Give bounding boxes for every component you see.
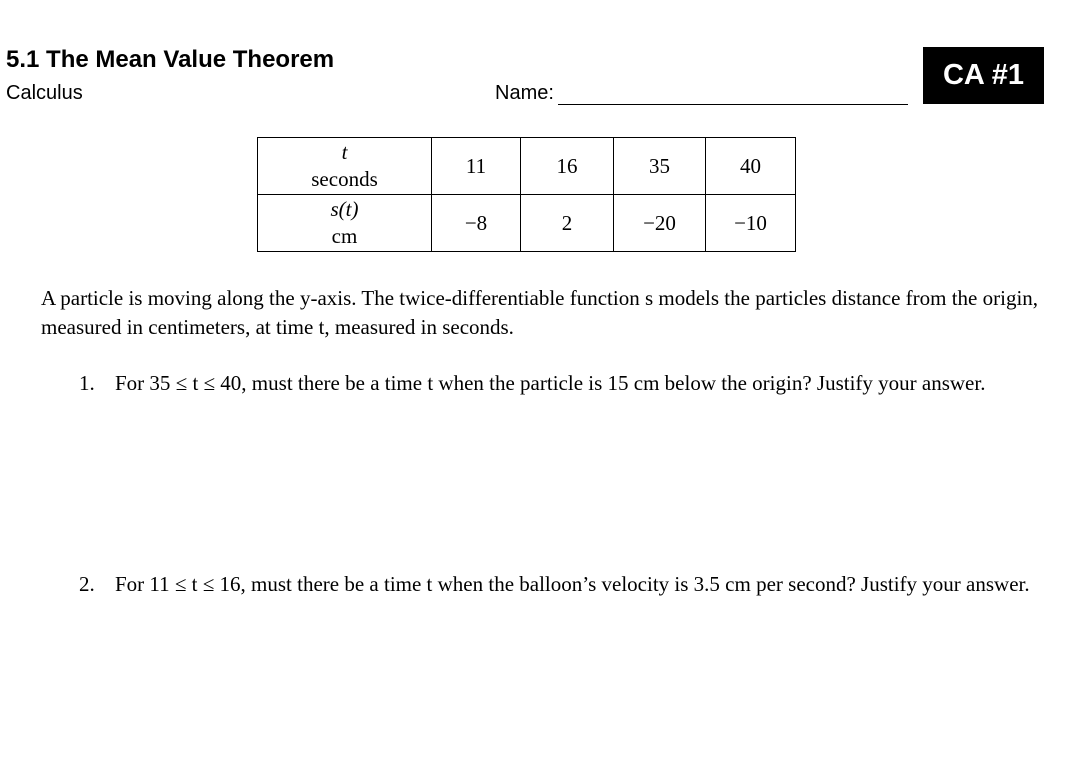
table-variable-label: t: [341, 140, 348, 164]
table-row: [258, 195, 796, 252]
table-cell: 2: [521, 195, 614, 252]
question-2: [79, 569, 1069, 600]
question-number: 2.: [79, 572, 95, 596]
table-unit-label: seconds: [311, 167, 378, 191]
table-cell: 16: [521, 138, 614, 195]
name-field: [495, 82, 908, 105]
problem-intro: A particle is moving along the y-axis. The twice-differentiable function s models the particles distance from the origin, measured in centimeters, at time t, measured in seconds.: [41, 286, 1039, 339]
table-cell: −20: [614, 195, 706, 252]
course-subject: Calculus: [6, 82, 83, 104]
question-1: [79, 368, 1069, 399]
name-label: Name:: [495, 82, 554, 104]
assignment-badge: CA #1: [923, 47, 1044, 104]
table-header-cell: [258, 195, 432, 252]
table-header-cell: [258, 138, 432, 195]
table-cell: 11: [432, 138, 521, 195]
table-cell: 40: [706, 138, 796, 195]
table-unit-label: cm: [331, 224, 358, 248]
table-variable-label: s(t): [330, 197, 359, 221]
table-cell: −10: [706, 195, 796, 252]
table-cell: 35: [614, 138, 706, 195]
table-row: [258, 138, 796, 195]
table-cell: −8: [432, 195, 521, 252]
question-text: For 35 ≤ t ≤ 40, must there be a time t when the particle is 15 cm below the origin? Justify your answer.: [115, 371, 986, 395]
page-title: 5.1 The Mean Value Theorem: [6, 46, 335, 73]
question-text: For 11 ≤ t ≤ 16, must there be a time t when the balloon’s velocity is 3.5 cm per second? Justify your answer.: [115, 572, 1030, 596]
values-table: [257, 137, 796, 252]
name-blank-line[interactable]: [558, 82, 908, 105]
question-number: 1.: [79, 371, 95, 395]
